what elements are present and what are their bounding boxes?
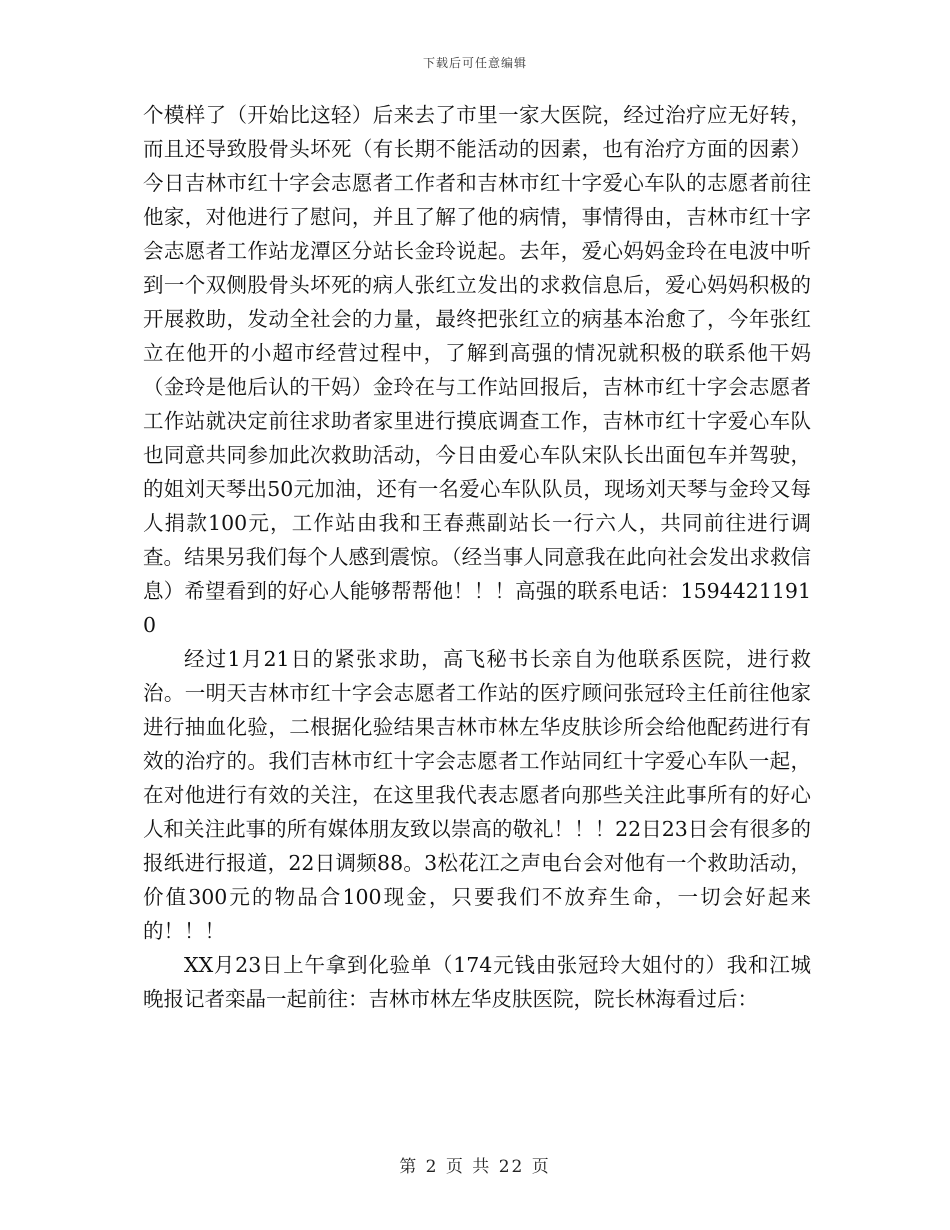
paragraph-2: 经过1月21日的紧张求助，高飞秘书长亲自为他联系医院，进行救治。一明天吉林市红十字会志愿者工作站的医疗顾问张冠玲主任前往他家进行抽血化验，二根据化验结果吉林市林左华皮肤诊所会给他配药进行有效的治疗的。我们吉林市红十字会志愿者工作站同红十字爱心车队一起，在对他进行有效的关注，在这里我代表志愿者向那些关注此事所有的好心人和关注此事的所有媒体朋友致以崇高的敬礼！！！22日23日会有很多的报纸进行报道，22日调频88。3松花江之声电台会对他有一个救助活动，价值300元的物品合100现金，只要我们不放弃生命，一切会好起来的！！！ [143,647,811,943]
page-footer: 第 2 页 共 22 页 [399,1157,551,1177]
page-header: 下载后可任意编辑 [422,56,527,70]
document-body [143,98,811,1016]
paragraph-1: 个模样了（开始比这轻）后来去了市里一家大医院，经过治疗应无好转，而且还导致股骨头坏死（有长期不能活动的因素，也有治疗方面的因素）今日吉林市红十字会志愿者工作者和吉林市红十字爱心车队的志愿者前往他家，对他进行了慰问，并且了解了他的病情，事情得由，吉林市红十字会志愿者工作站龙潭区分站长金玲说起。去年，爱心妈妈金玲在电波中听到一个双侧股骨头坏死的病人张红立发出的求救信息后，爱心妈妈积极的开展救助，发动全社会的力量，最终把张红立的病基本治愈了，今年张红立在他开的小超市经营过程中，了解到高强的情况就积极的联系他干妈（金玲是他后认的干妈）金玲在与工作站回报后，吉林市红十字会志愿者工作站就决定前往求助者家里进行摸底调查工作，吉林市红十字爱心车队也同意共同参加此次救助活动，今日由爱心车队宋队长出面包车并驾驶，的姐刘天琴出50元加油，还有一名爱心车队队员，现场刘天琴与金玲又每人捐款100元，工作站由我和王春燕副站长一行六人，共同前往进行调查。结果另我们每个人感到震惊。（经当事人同意我在此向社会发出求救信息）希望看到的好心人能够帮帮他！！！高强的联系电话：15944211910 [143,103,811,637]
paragraph-3: XX月23日上午拿到化验单（174元钱由张冠玲大姐付的）我和江城晚报记者栾晶一起前往：吉林市林左华皮肤医院，院长林海看过后： [143,953,811,1011]
